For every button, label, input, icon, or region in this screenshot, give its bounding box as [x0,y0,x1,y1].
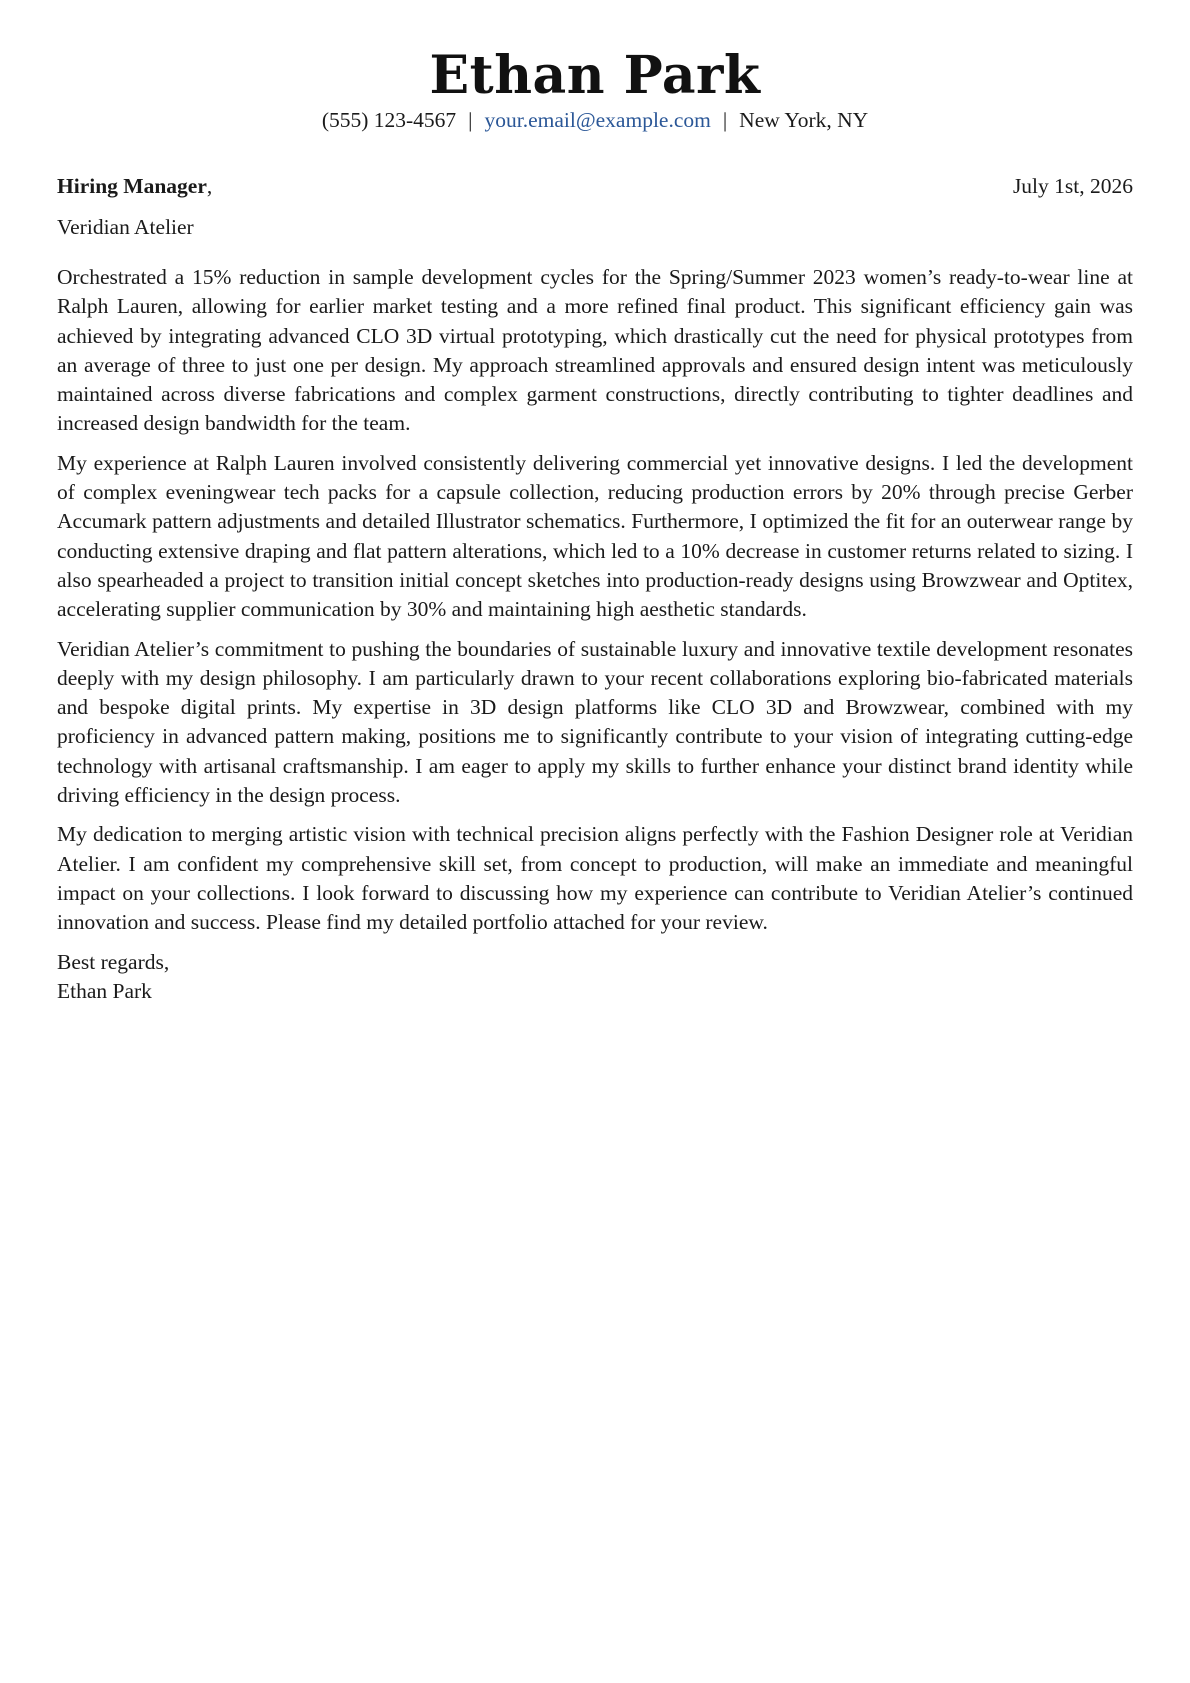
letter-body [57,263,1133,938]
body-paragraph: Orchestrated a 15% reduction in sample development cycles for the Spring/Summer 2023 women’s ready-to-wear line at Ralph Lauren, allowing for earlier market testing and a more refined final product. This significant efficiency gain was achieved by integrating advanced CLO 3D virtual prototyping, which drastically cut the need for physical prototypes from an average of three to just one per design. My approach streamlined approvals and ensured design intent was meticulously maintained across diverse fabrications and complex garment constructions, directly contributing to tighter deadlines and increased design bandwidth for the team. [57,265,1133,436]
body-paragraph: My dedication to merging artistic vision with technical precision aligns perfectly with the Fashion Designer role at Veridian Atelier. I am confident my comprehensive skill set, from concept to production, will make an immediate and meaningful impact on your collections. I look forward to discussing how my experience can contribute to Veridian Atelier’s continued innovation and success. Please find my detailed portfolio attached for your review. [57,822,1133,935]
salutation-punctuation: , [206,174,213,198]
contact-separator: | [468,108,473,132]
contact-line [57,106,1133,134]
cover-letter-page [57,0,1133,1006]
applicant-name: Ethan Park [429,45,761,106]
location: New York, NY [739,108,869,132]
valediction: Best regards, [57,949,170,974]
letter-date: July 1st, 2026 [1012,174,1133,198]
recipient-date-row [57,172,1133,200]
signature: Ethan Park [57,978,152,1003]
salutation [57,172,212,200]
phone-number: (555) 123-4567 [321,108,457,132]
recipient-company: Veridian Atelier [57,215,194,239]
body-paragraph: My experience at Ralph Lauren involved consistently delivering commercial yet innovative designs. I led the development of complex eveningwear tech packs for a capsule collection, reducing production errors by 20% through precise Gerber Accumark pattern adjustments and detailed Illustrator schematics. Furthermore, I optimized the fit for an outerwear range by conducting extensive draping and flat pattern alterations, which led to a 10% decrease in customer returns related to sizing. I also spearheaded a project to transition initial concept sketches into production-ready designs using Browzwear and Optitex, accelerating supplier communication by 30% and maintaining high aesthetic standards. [57,450,1133,622]
recipient-name: Hiring Manager [57,174,207,198]
body-paragraph: Veridian Atelier’s commitment to pushing the boundaries of sustainable luxury and innovative textile development resonates deeply with my design philosophy. I am particularly drawn to your recent collaborations exploring bio-fabricated materials and bespoke digital prints. My expertise in 3D design platforms like CLO 3D and Browzwear, combined with my proficiency in advanced pattern making, positions me to significantly contribute to your vision of integrating cutting-edge technology with artisanal craftsmanship. I am eager to apply my skills to further enhance your distinct brand identity while driving efficiency in the design process. [57,636,1133,808]
closing-block [57,948,1133,1007]
contact-separator: | [722,108,728,132]
email-link[interactable]: your.email@example.com [484,108,711,132]
